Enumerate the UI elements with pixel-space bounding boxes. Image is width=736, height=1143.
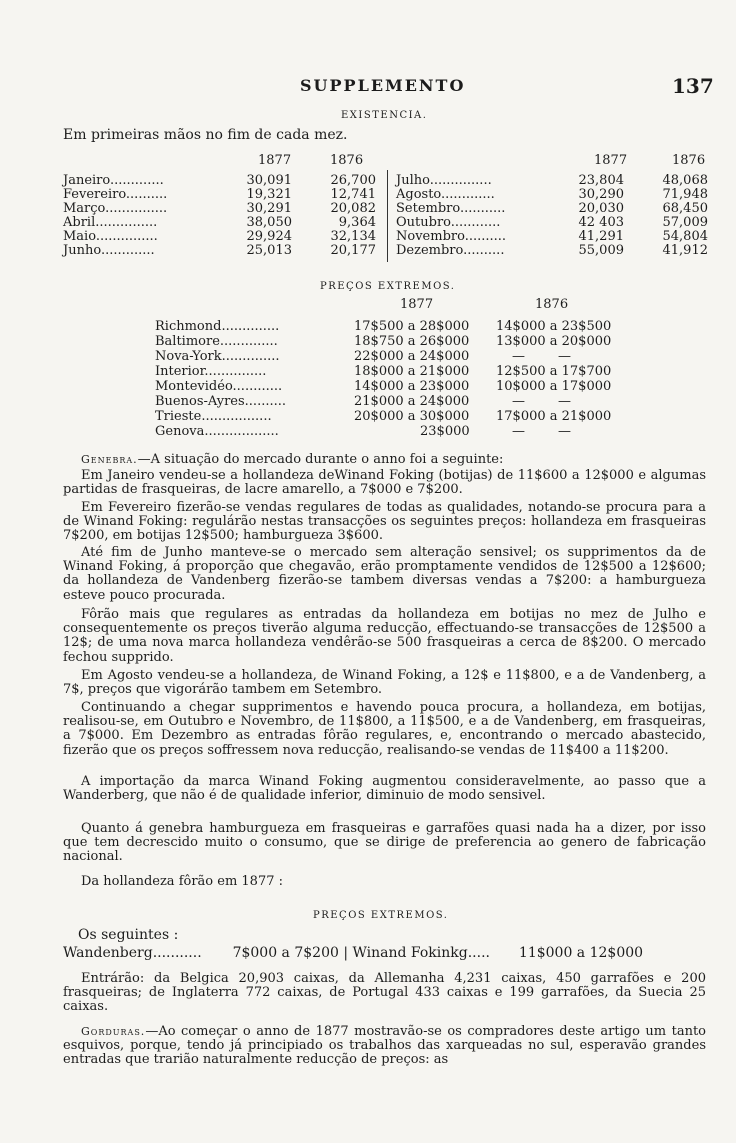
- precos2-intro: Os seguintes :: [78, 927, 179, 943]
- body-paragraph: Em Agosto vendeu-se a hollandeza, de Winand Foking, a 12$ e 11$800, e a de Vandenberg, a 7$, preços que vigorárão tambem em Setembro.: [63, 668, 706, 698]
- existencia-row: Outubro............: [396, 215, 501, 230]
- precos-heading: PREÇOS EXTREMOS.: [320, 281, 456, 292]
- page-header-title: SUPPLEMENTO: [300, 76, 466, 95]
- existencia-row: Julho...............: [396, 173, 492, 188]
- month-label: Julho: [396, 173, 430, 188]
- body-paragraph: A importação da marca Winand Foking augmentou consideravelmente, ao passo que a Wanderberg, que não é de qualidade inferior, diminuio de modo sensivel.: [63, 774, 706, 804]
- month-label: Setembro: [396, 201, 460, 216]
- precos-year-1877: 1877: [400, 297, 434, 312]
- price-1877: 14$000 a 23$000: [354, 379, 470, 394]
- precos-row: Montevidéo............: [155, 379, 283, 394]
- precos2-heading: PREÇOS EXTREMOS.: [313, 910, 449, 921]
- existencia-subheading: Em primeiras mãos no fim de cada mez.: [63, 127, 348, 143]
- existencia-row: Janeiro.............: [63, 173, 164, 188]
- precos-year-1876: 1876: [535, 297, 569, 312]
- month-label: Novembro: [396, 229, 465, 244]
- price-1876: — —: [512, 424, 572, 439]
- existencia-year-left-1876: 1876: [330, 153, 364, 168]
- value-1877: 23,804: [578, 173, 624, 188]
- price-1877: 22$000 a 24$000: [354, 349, 470, 364]
- price-1876: 17$000 a 21$000: [496, 409, 612, 424]
- gorduras-paragraph: [63, 1025, 706, 1068]
- price-1876: — —: [512, 394, 572, 409]
- price-1876: 10$000 a 17$000: [496, 379, 612, 394]
- month-label: Abril: [63, 215, 96, 230]
- price-1877: 18$000 a 21$000: [354, 364, 470, 379]
- place-label: Nova-York: [155, 349, 222, 364]
- entrarao-paragraph: Entrárão: da Belgica 20,903 caixas, da Allemanha 4,231 caixas, 450 garrafões e 200 frasqueiras; de Inglaterra 772 caixas, de Portugal 433 caixas e 199 garrafões, da Suecia 25 caixas.: [63, 971, 706, 1015]
- value-1877: 30,291: [246, 201, 292, 216]
- place-label: Baltimore: [155, 334, 220, 349]
- existencia-row: Maio...............: [63, 229, 158, 244]
- existencia-row: Novembro..........: [396, 229, 507, 244]
- gorduras-text: —Ao começar o anno de 1877 mostravão-se os compradores deste artigo um tanto esquivos, porque, tendo já principiado os trabalhos das xarqueadas no sul, esperavão grandes entradas que trarião naturalmente reducção de preços: as: [63, 1024, 706, 1068]
- value-1876: 20,177: [330, 243, 376, 258]
- price-1877: 20$000 a 30$000: [354, 409, 470, 424]
- body-paragraph: Quanto á genebra hamburgueza em frasqueiras e garrafões quasi nada ha a dizer, por isso que tem decrescido muito o consumo, que se dirige de preferencia ao genero de fabricação nacional.: [63, 821, 706, 865]
- place-label: Genova: [155, 424, 205, 439]
- value-1877: 42 403: [578, 215, 624, 230]
- value-1876: 20,082: [330, 201, 376, 216]
- price-1877: 23$000: [420, 424, 470, 439]
- precos-row: Trieste.................: [155, 409, 272, 424]
- existencia-row: Dezembro..........: [396, 243, 505, 258]
- place-label: Trieste: [155, 409, 202, 424]
- month-label: Março: [63, 201, 106, 216]
- page-number: 137: [672, 74, 714, 98]
- genebra-paragraph: [63, 453, 706, 467]
- value-1877: 20,030: [578, 201, 624, 216]
- value-1876: 68,450: [662, 201, 708, 216]
- price-1876: 14$000 a 23$500: [496, 319, 612, 334]
- body-paragraph: Continuando a chegar supprimentos e havendo pouca procura, a hollandeza, em botijas, realisou-se, em Outubro e Novembro, de 11$800, a 11$500, e a de Vandenberg, em frasqueiras, a 7$000. Em Dezembro as entradas fôrão regulares, e, encontrando o mercado abastecido, fizerão que os preços soffressem nova reducção, realisando-se vendas de 11$400 a 11$200.: [63, 700, 706, 758]
- precos-row: Interior...............: [155, 364, 267, 379]
- wandenberg-label: Wandenberg: [63, 945, 153, 961]
- value-1877: 55,009: [578, 243, 624, 258]
- existencia-row: Setembro...........: [396, 201, 506, 216]
- existencia-year-right-1876: 1876: [672, 153, 706, 168]
- price-1877: 21$000 a 24$000: [354, 394, 470, 409]
- value-1876: 41,912: [662, 243, 708, 258]
- existencia-row: Agosto.............: [396, 187, 495, 202]
- body-paragraph: Até fim de Junho manteve-se o mercado sem alteração sensivel; os supprimentos da de Winand Foking, á proporção que chegavão, erão promptamente vendidos de 12$500 a 12$600; da hollandeza de Vandenberg fizerão-se tambem diversas vendas a 7$200: a hamburgueza esteve pouco procurada.: [63, 545, 706, 603]
- winand-value: 11$000 a 12$000: [518, 945, 644, 961]
- body-paragraph: Em Janeiro vendeu-se a hollandeza deWinand Foking (botijas) de 11$600 a 12$000 e algumas partidas de frasqueiras, de lacre amarello, a 7$000 e 7$200.: [63, 468, 706, 498]
- existencia-row: Fevereiro..........: [63, 187, 168, 202]
- place-label: Buenos-Ayres: [155, 394, 245, 409]
- existencia-row: Junho.............: [63, 243, 155, 258]
- existencia-year-left-1877: 1877: [258, 153, 292, 168]
- precos-row: Buenos-Ayres..........: [155, 394, 286, 409]
- precos-row: Nova-York..............: [155, 349, 280, 364]
- precos2-line: Wandenberg........... 7$000 a 7$200 | Winand Fokinkg..... 11$000 a 12$000: [63, 945, 644, 961]
- existencia-heading: EXISTENCIA.: [341, 110, 428, 121]
- value-1876: 48,068: [662, 173, 708, 188]
- existencia-row: Março...............: [63, 201, 168, 216]
- value-1877: 25,013: [246, 243, 292, 258]
- value-1876: 32,134: [330, 229, 376, 244]
- place-label: Interior: [155, 364, 205, 379]
- value-1877: 19,321: [246, 187, 292, 202]
- price-1876: — —: [512, 349, 572, 364]
- body-paragraph: Da hollandeza fôrão em 1877 :: [81, 874, 284, 889]
- gorduras-label: Gorduras.: [81, 1025, 146, 1038]
- value-1876: 71,948: [662, 187, 708, 202]
- value-1877: 41,291: [578, 229, 624, 244]
- existencia-divider: [387, 170, 388, 262]
- value-1876: 26,700: [330, 173, 376, 188]
- body-paragraph: Em Fevereiro fizerão-se vendas regulares de todas as qualidades, notando-se procura para a de Winand Foking: regulárão nestas transacções os seguintes preços: hollandeza em frasqueiras 7$200, em botijas 12$500; hamburgueza 3$600.: [63, 500, 706, 544]
- body-paragraph: Fôrão mais que regulares as entradas da hollandeza em botijas no mez de Julho e consequentemente os preços tiverão alguma reducção, effectuando-se transacções de 12$500 a 12$; de uma nova marca hollandeza vendêrão-se 500 frasqueiras a cerca de 8$200. O mercado fechou supprido.: [63, 607, 706, 665]
- wandenberg-value: 7$000 a 7$200: [232, 945, 339, 961]
- price-1877: 18$750 a 26$000: [354, 334, 470, 349]
- existencia-row: Abril...............: [63, 215, 158, 230]
- price-1876: 13$000 a 20$000: [496, 334, 612, 349]
- precos-row: Baltimore..............: [155, 334, 278, 349]
- month-label: Outubro: [396, 215, 451, 230]
- value-1877: 29,924: [246, 229, 292, 244]
- place-label: Montevidéo: [155, 379, 233, 394]
- precos-row: Richmond..............: [155, 319, 280, 334]
- value-1876: 9,364: [338, 215, 376, 230]
- genebra-label: Genebra.: [81, 453, 138, 466]
- month-label: Fevereiro: [63, 187, 126, 202]
- value-1876: 57,009: [662, 215, 708, 230]
- winand-label: Winand Fokinkg: [352, 945, 468, 961]
- value-1876: 12,741: [330, 187, 376, 202]
- month-label: Janeiro: [63, 173, 110, 188]
- existencia-year-right-1877: 1877: [594, 153, 628, 168]
- price-1876: 12$500 a 17$700: [496, 364, 612, 379]
- precos-row: Genova..................: [155, 424, 279, 439]
- month-label: Maio: [63, 229, 96, 244]
- genebra-text: —A situação do mercado durante o anno foi a seguinte:: [137, 452, 504, 467]
- value-1877: 38,050: [246, 215, 292, 230]
- value-1876: 54,804: [662, 229, 708, 244]
- value-1877: 30,091: [246, 173, 292, 188]
- month-label: Agosto: [396, 187, 442, 202]
- price-1877: 17$500 a 28$000: [354, 319, 470, 334]
- place-label: Richmond: [155, 319, 222, 334]
- value-1877: 30,290: [578, 187, 624, 202]
- month-label: Dezembro: [396, 243, 464, 258]
- month-label: Junho: [63, 243, 101, 258]
